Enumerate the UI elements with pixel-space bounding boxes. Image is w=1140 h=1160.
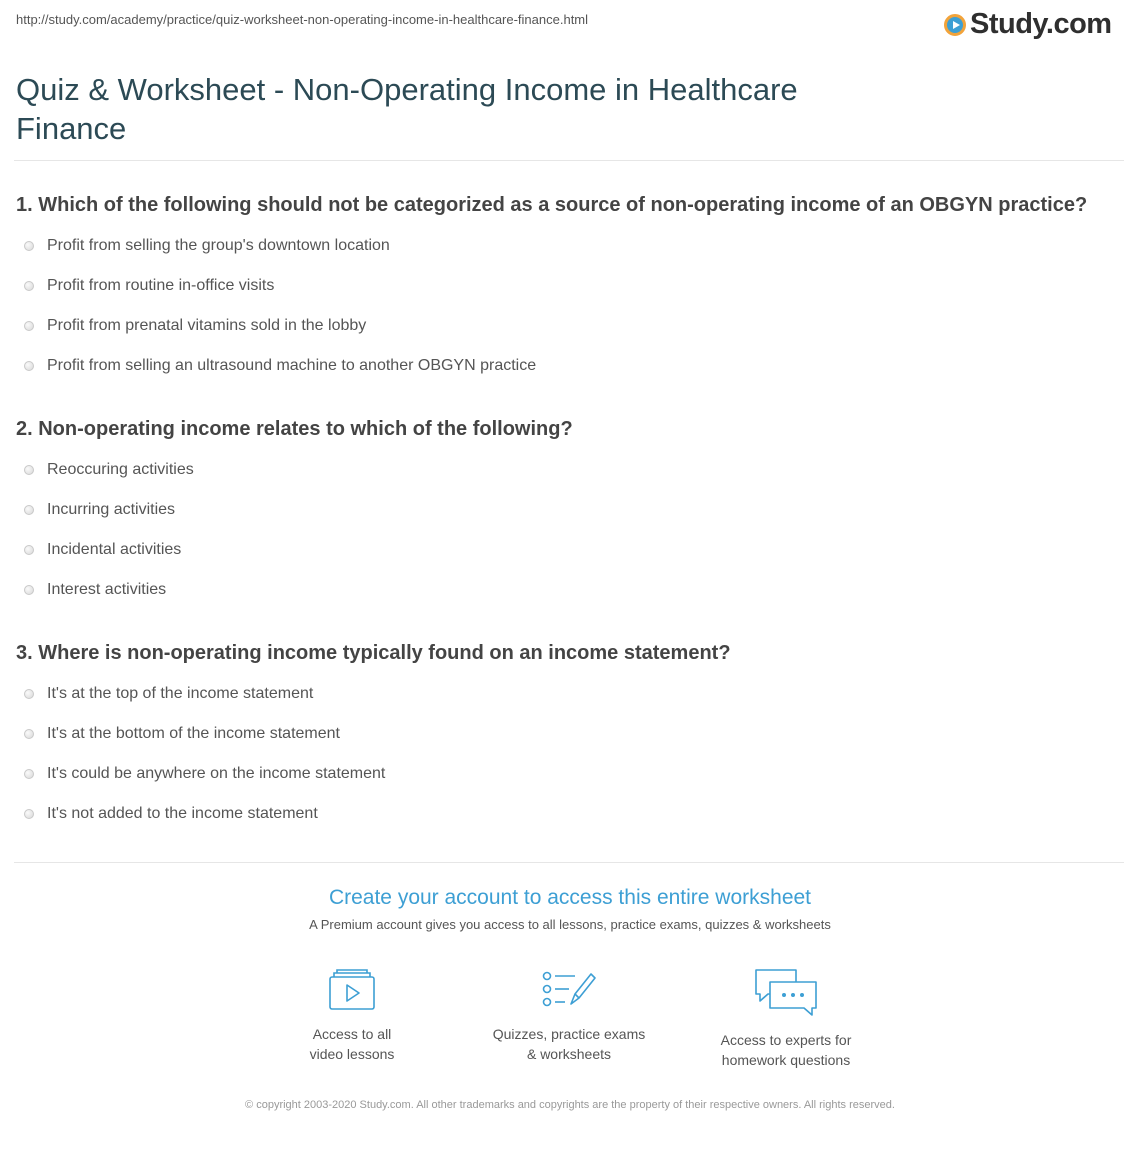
radio-button[interactable]: [24, 505, 34, 515]
play-logo-icon: [944, 14, 966, 36]
answer-option[interactable]: It's at the top of the income statement: [24, 685, 313, 703]
answer-option[interactable]: Incidental activities: [24, 541, 181, 559]
question-3: 3. Where is non-operating income typically found on an income statement?: [16, 642, 731, 664]
feature-label: Access to experts for homework questions: [720, 1032, 852, 1068]
chat-bubbles-icon: [754, 968, 818, 1018]
answer-option[interactable]: Incurring activities: [24, 501, 175, 519]
logo-text: Study.com: [970, 8, 1112, 40]
divider: [14, 862, 1124, 863]
answer-option[interactable]: Reoccuring activities: [24, 461, 194, 479]
radio-button[interactable]: [24, 281, 34, 291]
radio-button[interactable]: [24, 689, 34, 699]
radio-button[interactable]: [24, 809, 34, 819]
feature-video-lessons: [257, 968, 447, 1064]
answer-option[interactable]: It's not added to the income statement: [24, 805, 318, 823]
question-1: 1. Which of the following should not be categorized as a source of non-operating income of an OBGYN practice?: [16, 194, 1088, 216]
radio-button[interactable]: [24, 769, 34, 779]
radio-button[interactable]: [24, 321, 34, 331]
feature-quizzes: [474, 968, 664, 1064]
radio-button[interactable]: [24, 729, 34, 739]
page-url: http://study.com/academy/practice/quiz-worksheet-non-operating-income-in-healthcare-finance.html: [16, 12, 589, 27]
radio-button[interactable]: [24, 361, 34, 371]
checklist-icon: [541, 968, 597, 1012]
premium-description: A Premium account gives you access to all lessons, practice exams, quizzes & worksheets: [309, 917, 831, 932]
page-title: Quiz & Worksheet - Non-Operating Income in Healthcare Finance: [16, 72, 798, 146]
answer-option[interactable]: It's could be anywhere on the income statement: [24, 765, 385, 783]
copyright-footer: © copyright 2003-2020 Study.com. All other trademarks and copyrights are the property of their respective owners. All rights reserved.: [245, 1099, 895, 1111]
answer-option[interactable]: Interest activities: [24, 581, 166, 599]
feature-label: Access to all video lessons: [309, 1026, 395, 1062]
radio-button[interactable]: [24, 585, 34, 595]
question-2: 2. Non-operating income relates to which of the following?: [16, 418, 573, 440]
answer-option[interactable]: Profit from selling an ultrasound machine to another OBGYN practice: [24, 357, 536, 375]
answer-option[interactable]: Profit from routine in-office visits: [24, 277, 274, 295]
answer-option[interactable]: Profit from selling the group's downtown location: [24, 237, 390, 255]
radio-button[interactable]: [24, 465, 34, 475]
create-account-link[interactable]: Create your account to access this entire worksheet: [328, 886, 812, 909]
study-logo[interactable]: [944, 8, 1112, 41]
radio-button[interactable]: [24, 241, 34, 251]
video-icon: [326, 968, 378, 1012]
feature-experts: [691, 968, 881, 1070]
feature-label: Quizzes, practice exams & worksheets: [492, 1026, 646, 1062]
radio-button[interactable]: [24, 545, 34, 555]
divider: [14, 160, 1124, 161]
answer-option[interactable]: Profit from prenatal vitamins sold in the lobby: [24, 317, 366, 335]
answer-option[interactable]: It's at the bottom of the income statement: [24, 725, 340, 743]
